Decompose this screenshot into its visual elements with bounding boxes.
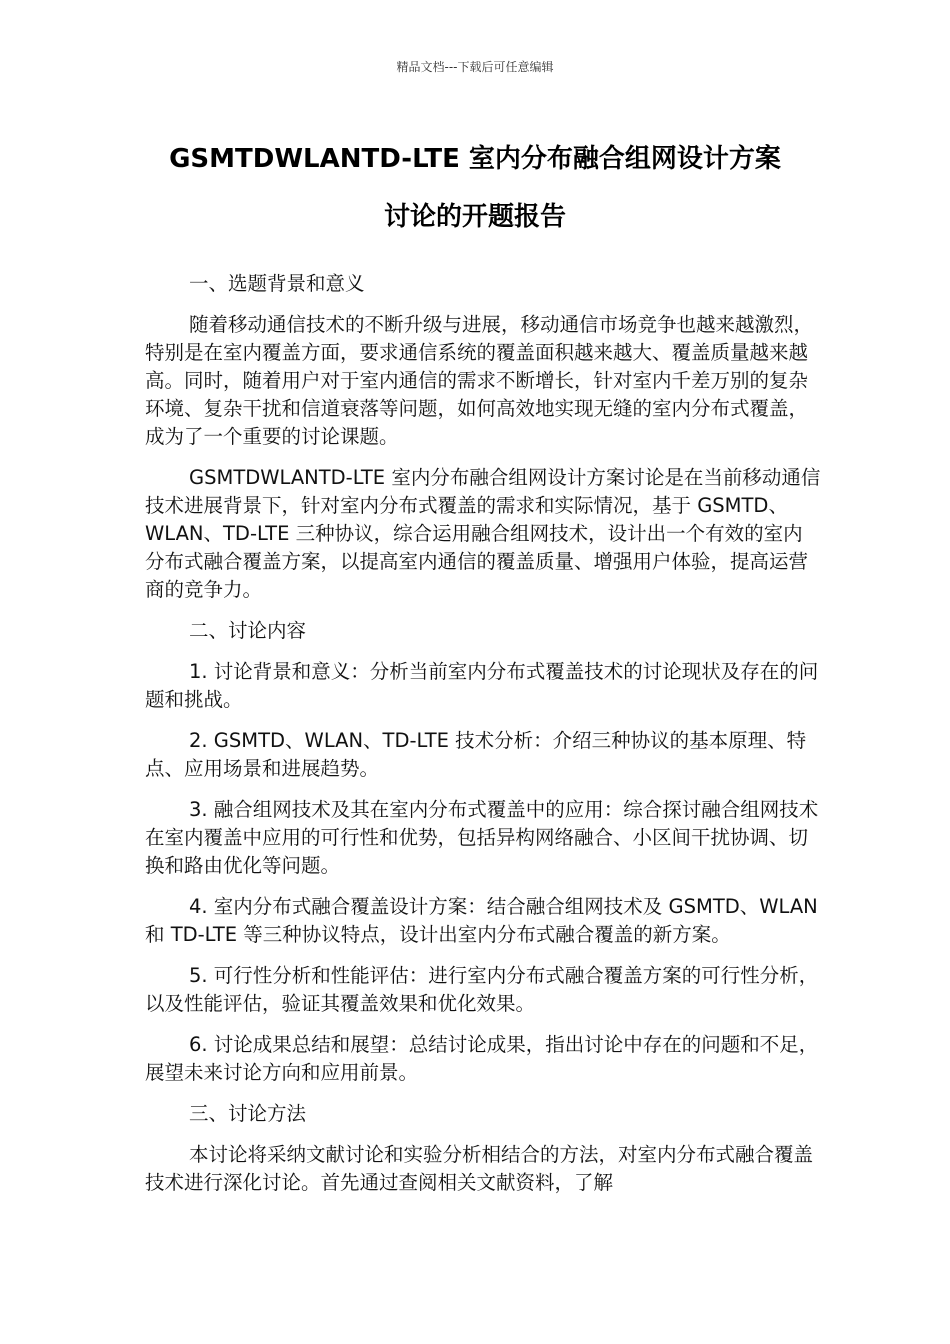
document-title-line-2: 讨论的开题报告 xyxy=(383,202,566,232)
section-heading-background: 一、选题背景和意义 xyxy=(189,272,365,295)
content-item-6: 6. 讨论成果总结和展望：总结讨论成果，指出讨论中存在的问题和不足，展望未来讨论方向和应用前景。 xyxy=(145,1033,819,1084)
paragraph-background-2: GSMTDWLANTD-LTE 室内分布融合组网设计方案讨论是在当前移动通信技术进展背景下，针对室内分布式覆盖的需求和实际情况，基于 GSMTD、WLAN、TD-LTE 三种协议，综合运用融合组网技术，设计出一个有效的室内分布式融合覆盖方案，以提高室内通信的覆盖质量、增强用户体验，提高运营商的竞争力。 xyxy=(145,466,821,601)
section-heading-content: 二、讨论内容 xyxy=(189,619,307,642)
content-item-4: 4. 室内分布式融合覆盖设计方案：结合融合组网技术及 GSMTD、WLAN 和 TD-LTE 等三种协议特点，设计出室内分布式融合覆盖的新方案。 xyxy=(145,895,818,946)
content-item-2: 2. GSMTD、WLAN、TD-LTE 技术分析：介绍三种协议的基本原理、特点、应用场景和进展趋势。 xyxy=(145,729,807,780)
content-item-1: 1. 讨论背景和意义：分析当前室内分布式覆盖技术的讨论现状及存在的问题和挑战。 xyxy=(145,660,819,711)
paragraph-method-1: 本讨论将采纳文献讨论和实验分析相结合的方法，对室内分布式融合覆盖技术进行深化讨论。首先通过查阅相关文献资料，了解 xyxy=(145,1143,814,1194)
paragraph-background-1: 随着移动通信技术的不断升级与进展，移动通信市场竞争也越来越激烈，特别是在室内覆盖方面，要求通信系统的覆盖面积越来越大、覆盖质量越来越高。同时，随着用户对于室内通信的需求不断增长，针对室内千差万别的复杂环境、复杂干扰和信道衰落等问题，如何高效地实现无缝的室内分布式覆盖，成为了一个重要的讨论课题。 xyxy=(145,313,814,448)
content-item-5: 5. 可行性分析和性能评估：进行室内分布式融合覆盖方案的可行性分析，以及性能评估，验证其覆盖效果和优化效果。 xyxy=(145,964,819,1015)
document-title-line-1: GSMTDWLANTD-LTE 室内分布融合组网设计方案 xyxy=(169,144,781,174)
document-body xyxy=(145,270,821,1210)
section-heading-method: 三、讨论方法 xyxy=(189,1102,307,1125)
header-note: 精品文档---下载后可任意编辑 xyxy=(396,60,554,74)
content-item-3: 3. 融合组网技术及其在室内分布式覆盖中的应用：综合探讨融合组网技术在室内覆盖中应用的可行性和优势，包括异构网络融合、小区间干扰协调、切换和路由优化等问题。 xyxy=(145,798,819,877)
